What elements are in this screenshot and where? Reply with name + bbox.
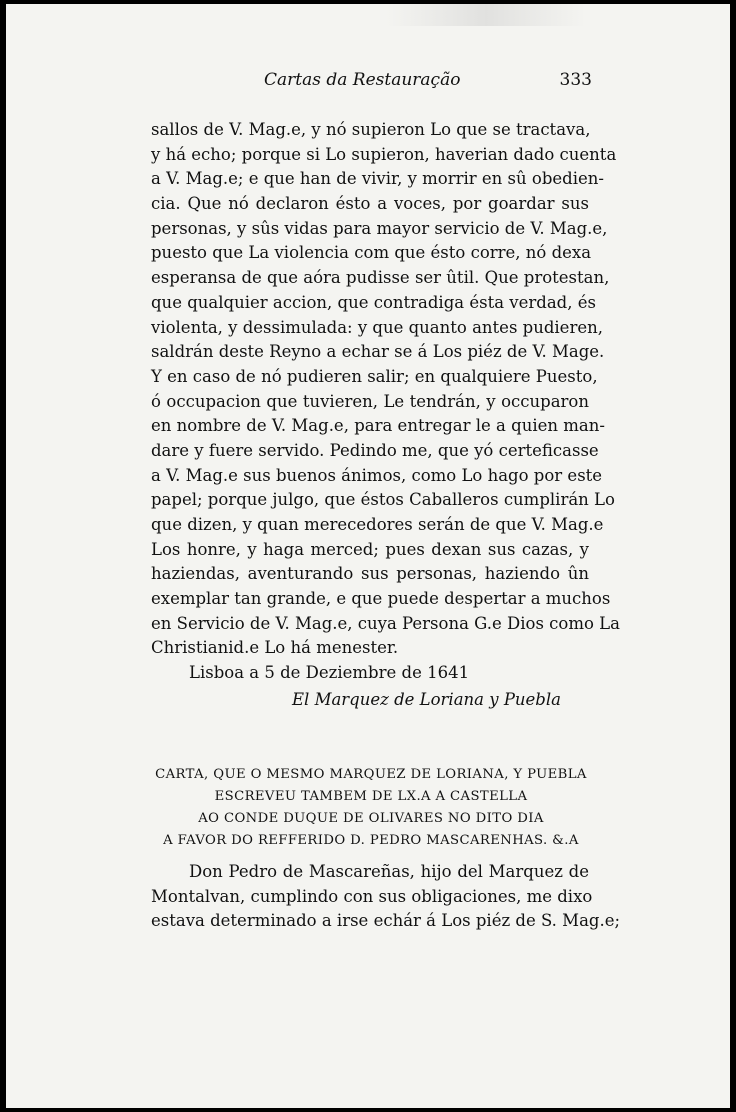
text-line: violenta, y dessimulada: y que quanto antes pudieren,: [151, 317, 603, 337]
text-line: Y en caso de nó pudieren salir; en qualquiere Puesto,: [151, 366, 598, 386]
book-page: [6, 4, 730, 1108]
text-line: sallos de V. Mag.e, y nó supieron Lo que se tractava,: [151, 120, 591, 139]
running-title: Cartas da Restauração: [264, 70, 461, 90]
text-line: puesto que La violencia com que ésto corre, nó dexa: [151, 243, 592, 263]
page-header: [146, 70, 606, 94]
heading-line: AO CONDE DUQUE DE OLIVARES NO DITO DIA: [198, 811, 544, 826]
next-letter-body: [151, 860, 621, 934]
heading-line: A FAVOR DO REFFERIDO D. PEDRO MASCARENHAS. &.A: [163, 833, 579, 848]
text-line: haziendas, aventurando sus personas, haziendo ûn: [151, 564, 589, 584]
text-line: papel; porque julgo, que éstos Caballeros cumplirán Lo: [151, 490, 615, 510]
dateline: Lisboa a 5 de Deziembre de 1641: [189, 663, 470, 683]
heading-line: CARTA, QUE O MESMO MARQUEZ DE LORIANA, Y PUEBLA: [155, 767, 587, 782]
text-line: a V. Mag.e; e que han de vivir, y morrir en sû obedien-: [151, 169, 604, 189]
text-line: exemplar tan grande, e que puede despertar a muchos: [151, 589, 611, 609]
text-line: y há echo; porque si Lo supieron, haverian dado cuenta: [151, 144, 617, 164]
scan-smudge: [386, 4, 586, 26]
text-line: cia. Que nó declaron ésto a voces, por goardar sus: [151, 194, 589, 214]
text-line: en nombre de V. Mag.e, para entregar le a quien man-: [151, 416, 605, 436]
text-line: esperansa de que aóra pudisse ser ûtil. Que protestan,: [151, 268, 610, 288]
letter-body: [151, 118, 620, 713]
text-line: que dizen, y quan merecedores serán de que V. Mag.e: [151, 515, 604, 534]
text-line: Christianid.e Lo há menester.: [151, 638, 399, 658]
text-line: Los honre, y haga merced; pues dexan sus cazas, y: [151, 539, 589, 559]
text-line: ó occupacion que tuvieren, Le tendrán, y occuparon: [151, 391, 589, 411]
text-line: Montalvan, cumplindo con sus obligaciones, me dixo: [151, 886, 593, 906]
text-line: estava determinado a irse echár á Los piéz de S. Mag.e;: [151, 911, 621, 931]
text-line: Don Pedro de Mascareñas, hijo del Marquez de: [189, 862, 589, 881]
text-line: saldrán deste Reyno a echar se á Los piéz de V. Mage.: [151, 342, 605, 362]
page-number: 333: [559, 70, 592, 90]
text-line: personas, y sûs vidas para mayor servicio de V. Mag.e,: [151, 218, 608, 238]
heading-line: ESCREVEU TAMBEM DE LX.A A CASTELLA: [214, 789, 528, 804]
text-line: que qualquier accion, que contradiga ésta verdad, és: [151, 292, 596, 312]
signature: El Marquez de Loriana y Puebla: [292, 689, 561, 709]
section-heading: [106, 764, 636, 852]
text-line: a V. Mag.e sus buenos ánimos, como Lo hago por este: [151, 465, 603, 485]
text-line: dare y fuere servido. Pedindo me, que yó certeficasse: [151, 440, 599, 460]
text-line: en Servicio de V. Mag.e, cuya Persona G.e Dios como La: [151, 613, 620, 633]
